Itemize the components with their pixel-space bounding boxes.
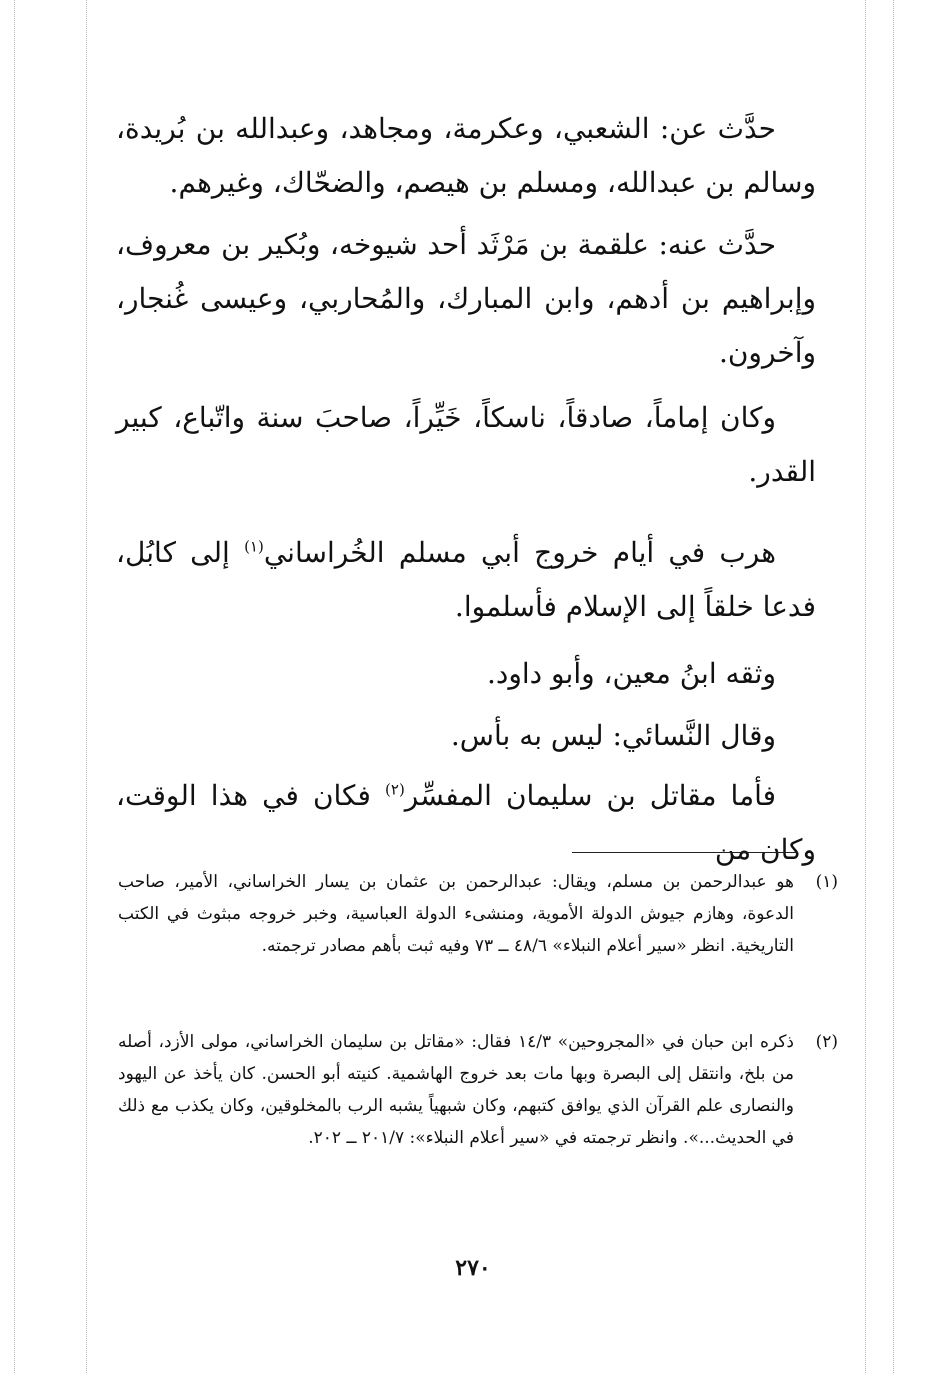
paragraph-narrated-from: حدَّث عن: الشعبي، وعكرمة، ومجاهد، وعبدالله بن بُريدة، وسالم بن عبدالله، ومسلم بن هيصم، والضحّاك، وغيرهم. [116, 112, 816, 199]
footnote-number: (٢) [815, 1032, 838, 1052]
paragraph-muqatil [116, 769, 816, 877]
scan-guide-line [865, 0, 866, 1373]
footnote-text: ذكره ابن حبان في «المجروحين» ١٤/٣ فقال: «مقاتل بن سليمان الخراساني، مولى الأزد، أصله من بلخ، وانتقل إلى البصرة وبها مات بعد خروج الهاشمية. كنيته أبو الحسن. كان يأخذ عن اليهود والنصارى علم القرآن الذي يوافق كتبهم، وكان شبهياً يشبه الرب بالمخلوقين، وكان يكذب مع ذلك في الحديث...». وانظر ترجمته في «سير أعلام النبلاء»: ٢٠١/٧ ــ ٢٠٢. [118, 1032, 795, 1148]
paragraph-text: إلى كابُل، فدعا خلقاً إلى الإسلام فأسلموا. [116, 536, 816, 623]
footnote-ref-2: (٢) [385, 780, 405, 799]
footnote-1 [118, 866, 838, 962]
paragraph-flight-to-kabul [116, 526, 816, 634]
footnote-number: (١) [815, 872, 838, 892]
paragraph-character: وكان إماماً، صادقاً، ناسكاً، خَيِّراً، صاحبَ سنة واتّباع، كبير القدر. [116, 401, 816, 488]
footnote-text: هو عبدالرحمن بن مسلم، ويقال: عبدالرحمن بن عثمان بن يسار الخراساني، الأمير، صاحب الدعوة، وهازم جيوش الدولة الأموية، ومنشىء الدولة العباسية، وخبر خروجه مبثوث في الكتب التاريخية. انظر «سير أعلام النبلاء» ٤٨/٦ ــ ٧٣ وفيه ثبت بأهم مصادر ترجمته. [118, 872, 794, 956]
scan-guide-line [893, 0, 894, 1373]
page-number: ٢٧٠ [455, 1255, 491, 1281]
footnote-separator [572, 852, 798, 853]
footnote-ref-1: (١) [244, 537, 264, 556]
paragraph-nasai: وقال النَّسائي: ليس به بأس. [450, 719, 776, 752]
paragraph-text: هرب في أيام خروج أبي مسلم الخُراساني [263, 536, 776, 569]
scan-guide-line [86, 0, 87, 1373]
paragraph-text: فكان في هذا الوقت، وكان من [116, 779, 816, 866]
footnote-2 [118, 1026, 838, 1154]
paragraph-text: فأما مقاتل بن سليمان المفسِّر [404, 779, 776, 812]
scan-guide-line [14, 0, 15, 1373]
paragraph-ibn-main: وثقه ابنُ معين، وأبو داود. [487, 657, 776, 690]
paragraph-narrated-by: حدَّث عنه: علقمة بن مَرْثَد أحد شيوخه، وبُكير بن معروف، وإبراهيم بن أدهم، وابن المبارك، والمُحاربي، وعيسى غُنجار، وآخرون. [116, 228, 816, 369]
